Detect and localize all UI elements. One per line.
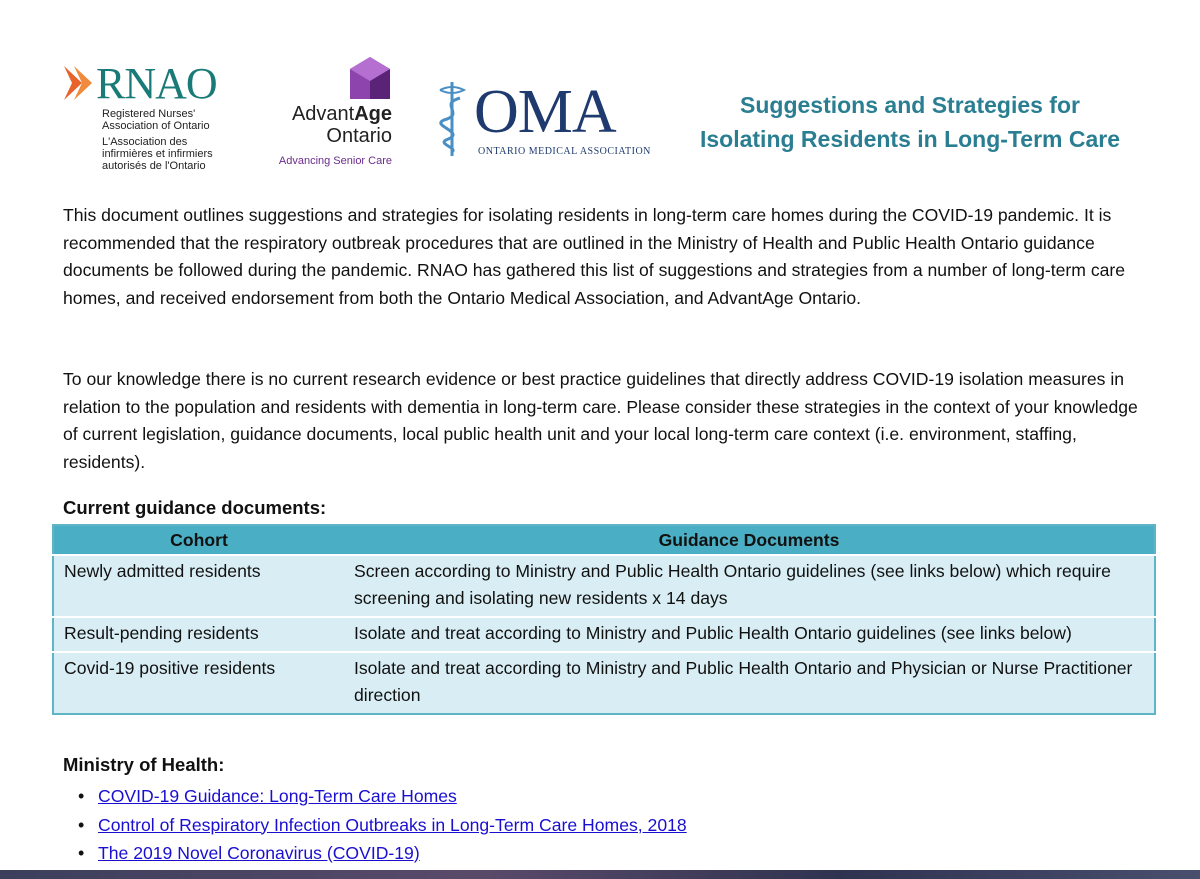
table-row [53, 555, 1155, 617]
rnao-wordmark: RNAO [96, 59, 217, 108]
rnao-arrow-icon [62, 64, 96, 102]
ministry-heading: Ministry of Health: [63, 754, 225, 775]
advantage-shape-icon [348, 55, 392, 101]
advantage-ontario-logo [280, 55, 400, 175]
rnao-english-name: Registered Nurses' Association of Ontario [102, 108, 210, 132]
advantage-tagline: Advancing Senior Care [278, 155, 392, 167]
guidance-cell: Screen according to Ministry and Public Health Ontario guidelines (see links below) which require screening and isolating new residents x 14 days [344, 555, 1155, 617]
cohort-cell: Newly admitted residents [53, 555, 344, 617]
cohort-cell: Covid-19 positive residents [53, 652, 344, 714]
cohort-cell: Result-pending residents [53, 617, 344, 652]
window-bottom-edge [0, 870, 1200, 879]
table-row [53, 652, 1155, 714]
context-paragraph: To our knowledge there is no current research evidence or best practice guidelines that directly address COVID-19 isolation measures in relation to the population and residents with dementia in long-term care. Please consider these strategies in the context of your knowledge of current legislation, guidance documents, local public health unit and your local long-term care context (i.e. environment, staffing, residents). [63, 369, 1138, 472]
ministry-links-list [78, 782, 687, 868]
rnao-logo [60, 60, 260, 180]
document-title: Suggestions and Strategies for Isolating Residents in Long-Term Care [699, 92, 1121, 152]
guidance-cell: Isolate and treat according to Ministry and Public Health Ontario guidelines (see links below) [344, 617, 1155, 652]
table-row [53, 617, 1155, 652]
advantage-name: AdvantAge [291, 103, 392, 125]
intro-paragraph: This document outlines suggestions and strategies for isolating residents in long-term care homes during the COVID-19 pandemic. It is recommended that the respiratory outbreak procedures that are outlined in the Ministry of Health and Public Health Ontario guidance documents be followed during the pandemic. RNAO has gathered this list of suggestions and strategies from a number of long-term care homes, and received endorsement from both the Ontario Medical Association, and AdvantAge Ontario. [63, 205, 1126, 308]
column-header-cohort: Cohort [53, 525, 344, 555]
oma-logo [432, 78, 651, 160]
list-item [78, 839, 687, 868]
oma-wordmark: OMA [474, 78, 616, 146]
link-outbreak-control[interactable]: Control of Respiratory Infection Outbreaks in Long-Term Care Homes, 2018 [98, 814, 687, 835]
column-header-guidance: Guidance Documents [344, 525, 1155, 555]
caduceus-icon [432, 80, 472, 158]
guidance-cell: Isolate and treat according to Ministry and Public Health Ontario and Physician or Nurse Practitioner direction [344, 652, 1155, 714]
link-ltc-guidance[interactable]: COVID-19 Guidance: Long-Term Care Homes [98, 786, 457, 806]
table-header-row [53, 525, 1155, 555]
guidance-table [52, 524, 1156, 715]
advantage-ontario-word: Ontario [326, 125, 392, 147]
list-item [78, 811, 687, 840]
link-novel-coronavirus[interactable]: The 2019 Novel Coronavirus (COVID-19) [98, 843, 420, 863]
list-item [78, 782, 687, 811]
oma-subtitle: ONTARIO MEDICAL ASSOCIATION [478, 146, 651, 157]
guidance-heading: Current guidance documents: [63, 497, 327, 518]
rnao-french-name: L'Association des infirmières et infirmiers autorisés de l'Ontario [102, 136, 213, 172]
